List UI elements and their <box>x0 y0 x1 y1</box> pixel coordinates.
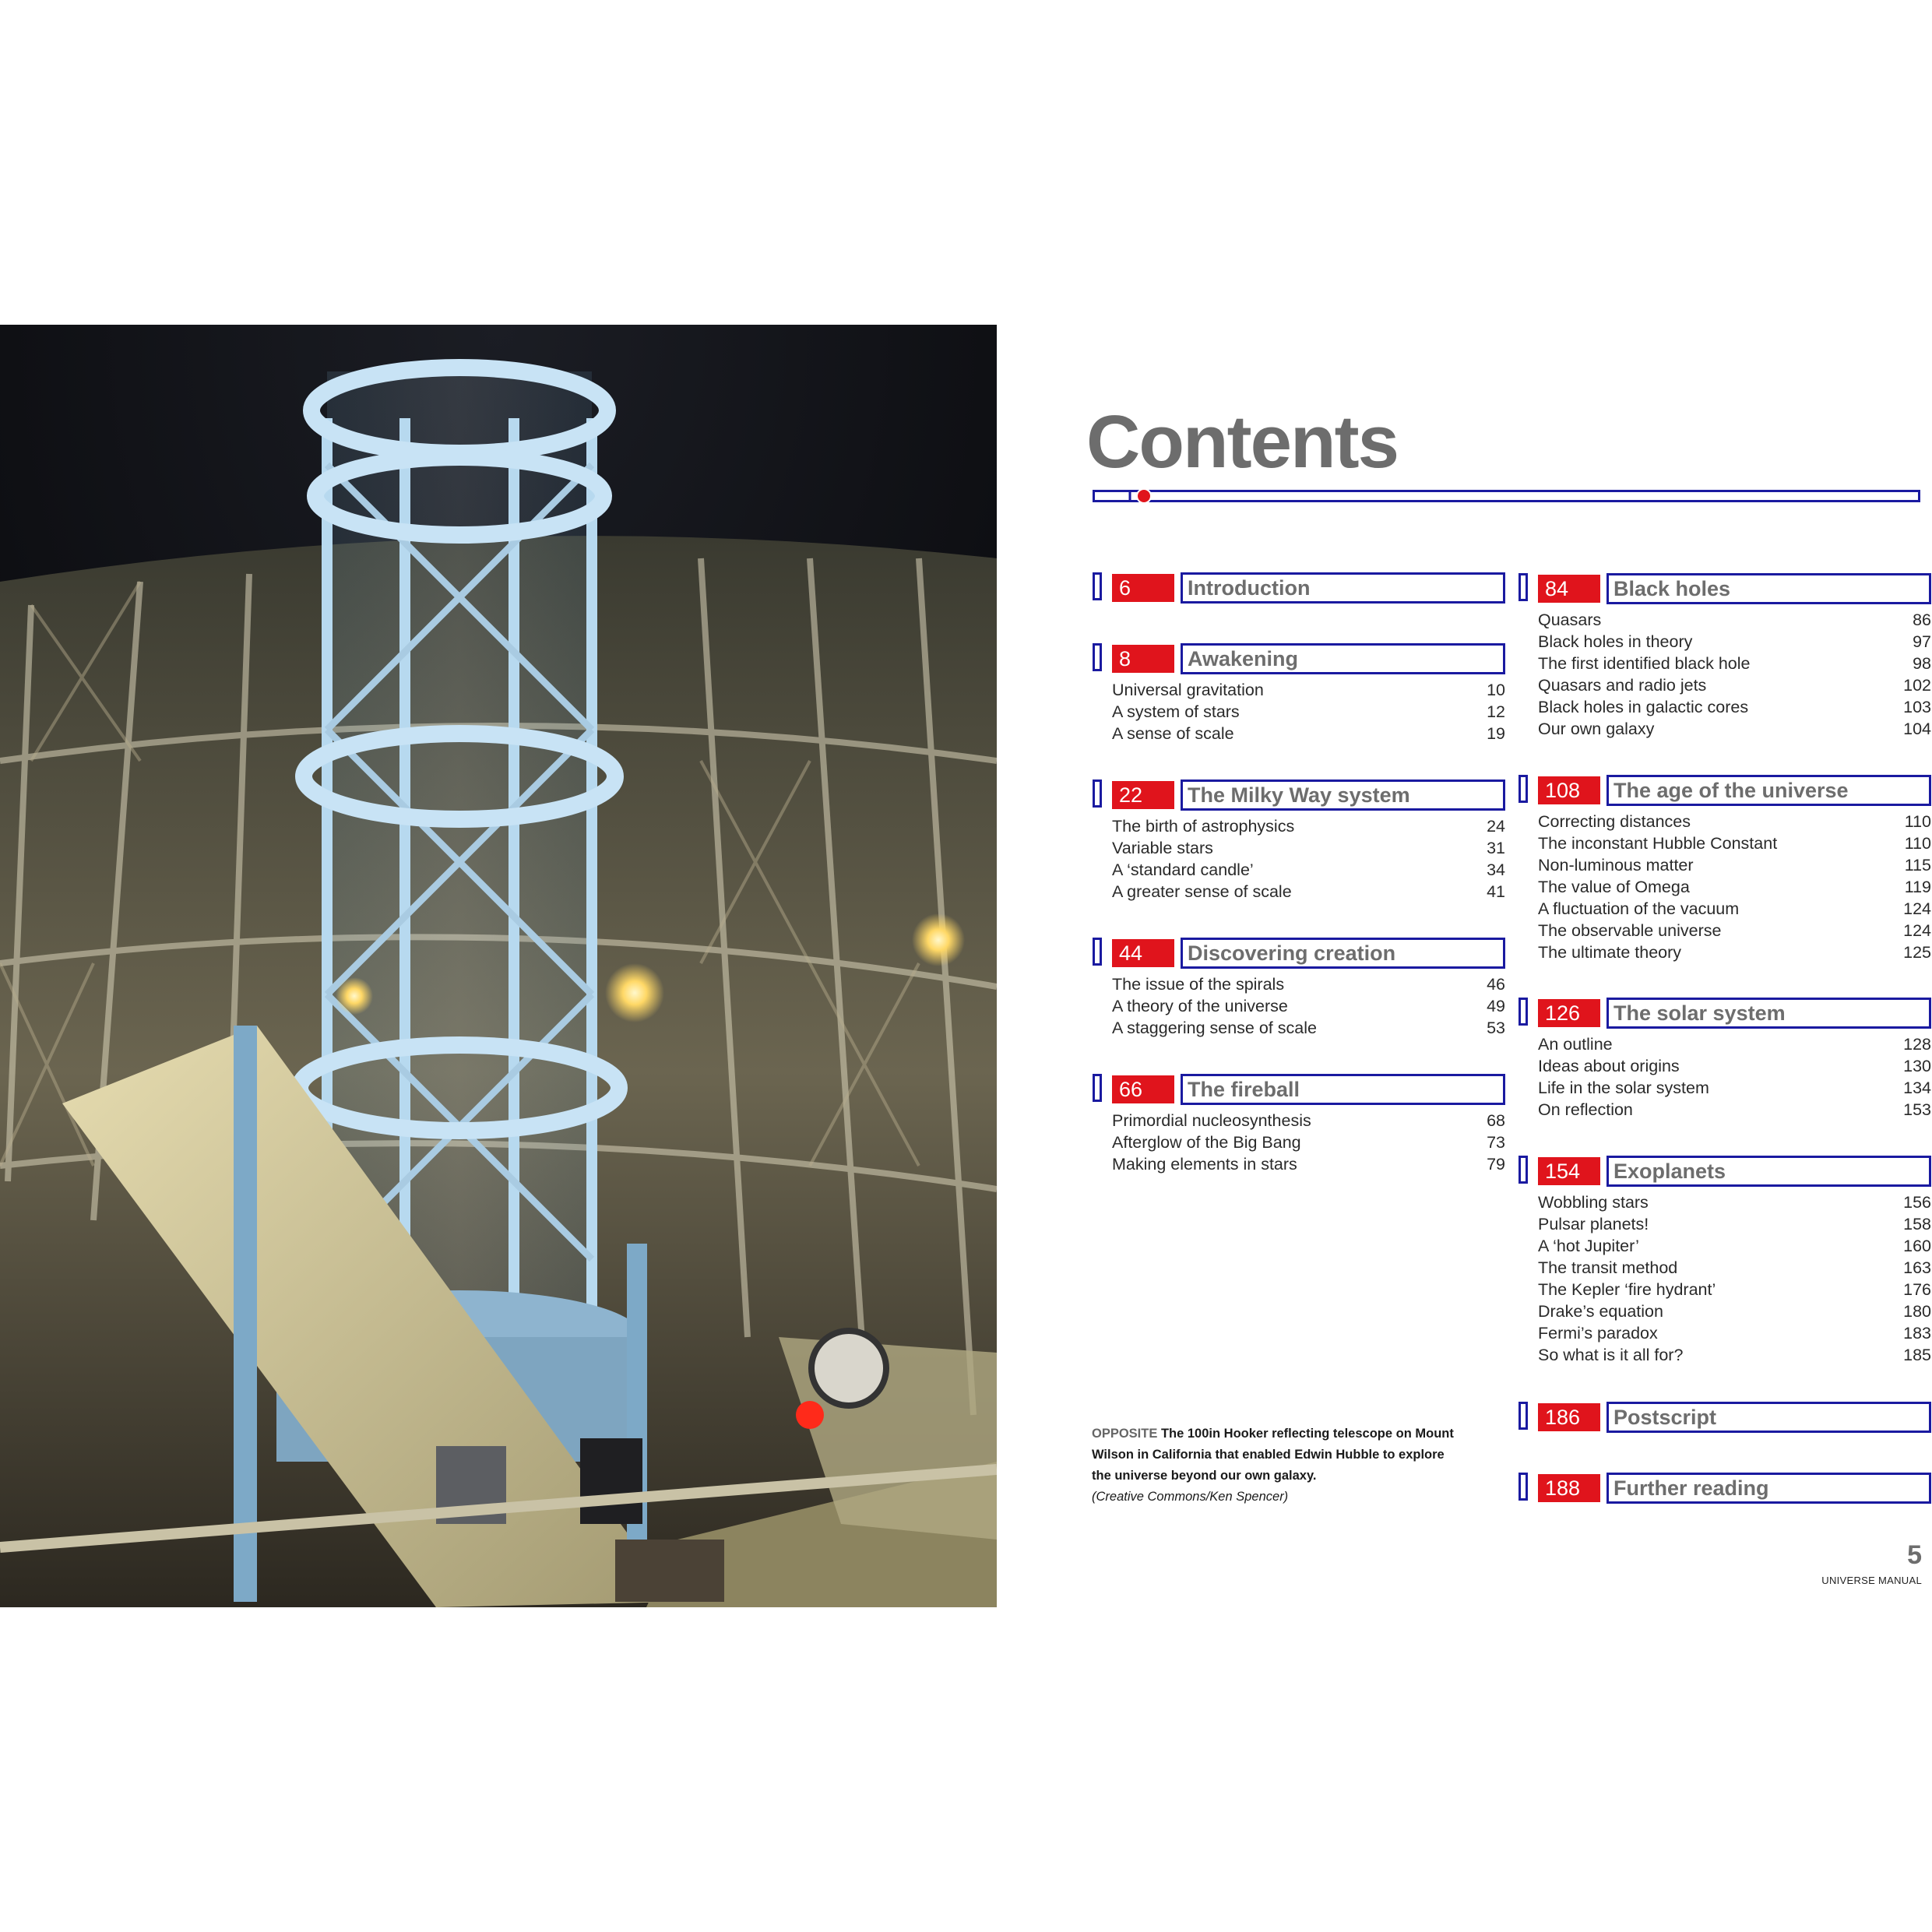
section-title[interactable]: The Milky Way system <box>1181 779 1505 811</box>
entry-page: 53 <box>1487 1019 1505 1037</box>
toc-entry[interactable] <box>1519 1322 1931 1344</box>
toc-entry[interactable] <box>1519 1191 1931 1213</box>
telescope-illustration <box>0 325 997 1607</box>
toc-section <box>1519 775 1931 963</box>
entry-title: A sense of scale <box>1112 724 1234 743</box>
entry-page: 12 <box>1487 702 1505 721</box>
title-rule <box>1093 490 1920 502</box>
entry-title: The birth of astrophysics <box>1112 817 1295 836</box>
toc-entry[interactable] <box>1093 837 1505 859</box>
entry-page: 183 <box>1903 1324 1931 1343</box>
telescope-photo <box>0 325 997 1607</box>
entry-title: Fermi’s paradox <box>1538 1324 1658 1343</box>
section-title[interactable]: The age of the universe <box>1606 775 1931 806</box>
section-page-number[interactable]: 108 <box>1538 776 1600 804</box>
section-tick <box>1519 1156 1528 1184</box>
caption-text: The 100in Hooker reflecting telescope on Mount Wilson in California that enabled Edwin Hubble to explore the universe beyond our own galaxy. <box>1092 1427 1454 1483</box>
entry-title: A staggering sense of scale <box>1112 1019 1317 1037</box>
entry-title: Black holes in galactic cores <box>1538 698 1749 716</box>
toc-entry[interactable] <box>1093 723 1505 744</box>
entry-page: 158 <box>1903 1215 1931 1233</box>
entry-title: The transit method <box>1538 1258 1678 1277</box>
entry-title: A fluctuation of the vacuum <box>1538 899 1740 918</box>
toc-entry[interactable] <box>1519 718 1931 740</box>
section-title[interactable]: Black holes <box>1606 573 1931 604</box>
section-page-number[interactable]: 188 <box>1538 1474 1600 1502</box>
entry-page: 160 <box>1903 1237 1931 1255</box>
toc-entry[interactable] <box>1519 1055 1931 1077</box>
page-title: Contents <box>1086 400 1398 484</box>
entry-page: 97 <box>1913 632 1931 651</box>
entry-title: Wobbling stars <box>1538 1193 1649 1212</box>
section-tick <box>1519 998 1528 1026</box>
entry-title: Life in the solar system <box>1538 1079 1709 1097</box>
entry-title: Ideas about origins <box>1538 1057 1680 1075</box>
entry-title: A ‘standard candle’ <box>1112 860 1254 879</box>
entry-page: 102 <box>1903 676 1931 695</box>
toc-entry[interactable] <box>1519 631 1931 653</box>
entry-page: 10 <box>1487 681 1505 699</box>
entry-page: 110 <box>1904 812 1931 831</box>
toc-entry[interactable] <box>1519 674 1931 696</box>
entry-page: 124 <box>1903 921 1931 940</box>
entry-title: The observable universe <box>1538 921 1722 940</box>
entry-page: 49 <box>1487 997 1505 1015</box>
entry-title: The value of Omega <box>1538 878 1690 896</box>
section-tick <box>1519 775 1528 803</box>
entry-title: Quasars <box>1538 611 1602 629</box>
toc-entry[interactable] <box>1093 1131 1505 1153</box>
section-page-number[interactable]: 186 <box>1538 1403 1600 1431</box>
toc-entry[interactable] <box>1093 881 1505 903</box>
entry-title: The first identified black hole <box>1538 654 1751 673</box>
entry-title: Drake’s equation <box>1538 1302 1663 1321</box>
entry-title: A system of stars <box>1112 702 1240 721</box>
entry-title: Universal gravitation <box>1112 681 1264 699</box>
entry-title: An outline <box>1538 1035 1613 1054</box>
section-tick <box>1093 938 1102 966</box>
entry-page: 125 <box>1903 943 1931 962</box>
toc-entry[interactable] <box>1519 876 1931 898</box>
toc-entry[interactable] <box>1519 941 1931 963</box>
toc-entry[interactable] <box>1093 701 1505 723</box>
photo-caption <box>1092 1423 1458 1508</box>
section-title[interactable]: Exoplanets <box>1606 1156 1931 1187</box>
entry-title: Correcting distances <box>1538 812 1691 831</box>
entry-page: 103 <box>1903 698 1931 716</box>
entry-page: 180 <box>1903 1302 1931 1321</box>
toc-section <box>1093 1074 1505 1175</box>
toc-entry[interactable] <box>1519 854 1931 876</box>
entry-title: The ultimate theory <box>1538 943 1682 962</box>
section-page-number[interactable]: 84 <box>1538 575 1600 603</box>
toc-entry[interactable] <box>1519 920 1931 941</box>
toc-entry[interactable] <box>1519 696 1931 718</box>
folio <box>1821 1542 1922 1586</box>
entry-title: Making elements in stars <box>1112 1155 1297 1174</box>
toc-section <box>1519 573 1931 740</box>
entry-page: 46 <box>1487 975 1505 994</box>
section-title[interactable]: Postscript <box>1606 1402 1931 1433</box>
section-title[interactable]: The solar system <box>1606 998 1931 1029</box>
section-tick <box>1093 572 1102 600</box>
entry-page: 130 <box>1903 1057 1931 1075</box>
toc-section <box>1519 1156 1931 1366</box>
toc-entry[interactable] <box>1519 1213 1931 1235</box>
section-page-number[interactable]: 154 <box>1538 1157 1600 1185</box>
entry-page: 134 <box>1903 1079 1931 1097</box>
entry-page: 34 <box>1487 860 1505 879</box>
entry-title: Quasars and radio jets <box>1538 676 1707 695</box>
toc-entry[interactable] <box>1519 653 1931 674</box>
toc-entry[interactable] <box>1519 1099 1931 1121</box>
entry-title: Primordial nucleosynthesis <box>1112 1111 1311 1130</box>
toc-entry[interactable] <box>1519 811 1931 832</box>
toc-entry[interactable] <box>1093 1017 1505 1039</box>
entry-page: 110 <box>1904 834 1931 853</box>
entry-page: 79 <box>1487 1155 1505 1174</box>
toc-entry[interactable] <box>1519 1344 1931 1366</box>
toc-section <box>1093 643 1505 744</box>
toc-section <box>1093 938 1505 1039</box>
entry-title: Black holes in theory <box>1538 632 1693 651</box>
entry-page: 73 <box>1487 1133 1505 1152</box>
section-title[interactable]: Awakening <box>1181 643 1505 674</box>
section-tick <box>1519 573 1528 601</box>
section-tick <box>1093 1074 1102 1102</box>
entry-page: 86 <box>1913 611 1931 629</box>
section-page-number[interactable]: 8 <box>1112 645 1174 673</box>
entry-title: On reflection <box>1538 1100 1633 1119</box>
entry-page: 98 <box>1913 654 1931 673</box>
toc-entry[interactable] <box>1519 1033 1931 1055</box>
toc-section <box>1519 1473 1931 1504</box>
section-tick <box>1093 643 1102 671</box>
entry-title: Non-luminous matter <box>1538 856 1694 875</box>
entry-title: The Kepler ‘fire hydrant’ <box>1538 1280 1716 1299</box>
section-title[interactable]: Further reading <box>1606 1473 1931 1504</box>
section-page-number[interactable]: 126 <box>1538 999 1600 1027</box>
entry-title: A theory of the universe <box>1112 997 1288 1015</box>
toc-section <box>1093 779 1505 903</box>
toc-entry[interactable] <box>1519 898 1931 920</box>
section-page-number[interactable]: 44 <box>1112 939 1174 967</box>
toc-entry[interactable] <box>1519 832 1931 854</box>
entry-page: 24 <box>1487 817 1505 836</box>
entry-page: 104 <box>1903 720 1931 738</box>
toc-entry[interactable] <box>1093 973 1505 995</box>
toc-entry[interactable] <box>1093 815 1505 837</box>
toc-entry[interactable] <box>1519 1235 1931 1257</box>
page-number: 5 <box>1907 1540 1922 1570</box>
entry-page: 68 <box>1487 1111 1505 1130</box>
toc-section <box>1519 998 1931 1121</box>
entry-page: 176 <box>1903 1280 1931 1299</box>
section-title[interactable]: Discovering creation <box>1181 938 1505 969</box>
entry-page: 185 <box>1903 1346 1931 1364</box>
section-page-number[interactable]: 6 <box>1112 574 1174 602</box>
book-title: UNIVERSE MANUAL <box>1821 1575 1922 1586</box>
toc-entry[interactable] <box>1093 859 1505 881</box>
entry-page: 115 <box>1904 856 1931 875</box>
entry-page: 41 <box>1487 882 1505 901</box>
toc-section <box>1519 1402 1931 1433</box>
section-tick <box>1519 1473 1528 1501</box>
section-tick <box>1093 779 1102 808</box>
entry-page: 128 <box>1903 1035 1931 1054</box>
entry-page: 31 <box>1487 839 1505 857</box>
section-tick <box>1519 1402 1528 1430</box>
caption-credit: (Creative Commons/Ken Spencer) <box>1092 1490 1289 1504</box>
toc-entry[interactable] <box>1519 1279 1931 1300</box>
entry-title: A ‘hot Jupiter’ <box>1538 1237 1639 1255</box>
entry-page: 19 <box>1487 724 1505 743</box>
caption-lead: OPPOSITE <box>1092 1427 1158 1441</box>
entry-title: Variable stars <box>1112 839 1213 857</box>
entry-title: The issue of the spirals <box>1112 975 1285 994</box>
entry-page: 124 <box>1903 899 1931 918</box>
entry-page: 153 <box>1903 1100 1931 1119</box>
toc-entry[interactable] <box>1519 1300 1931 1322</box>
entry-page: 119 <box>1904 878 1931 896</box>
toc-entry[interactable] <box>1093 995 1505 1017</box>
entry-title: A greater sense of scale <box>1112 882 1292 901</box>
entry-title: So what is it all for? <box>1538 1346 1684 1364</box>
toc-entry[interactable] <box>1519 609 1931 631</box>
toc-section <box>1093 572 1505 604</box>
section-page-number[interactable]: 22 <box>1112 781 1174 809</box>
entry-page: 163 <box>1903 1258 1931 1277</box>
section-page-number[interactable]: 66 <box>1112 1075 1174 1103</box>
entry-title: Pulsar planets! <box>1538 1215 1649 1233</box>
entry-title: Our own galaxy <box>1538 720 1655 738</box>
entry-title: The inconstant Hubble Constant <box>1538 834 1778 853</box>
section-title[interactable]: The fireball <box>1181 1074 1505 1105</box>
entry-title: Afterglow of the Big Bang <box>1112 1133 1301 1152</box>
toc-entry[interactable] <box>1093 1153 1505 1175</box>
toc-entry[interactable] <box>1093 679 1505 701</box>
section-title[interactable]: Introduction <box>1181 572 1505 604</box>
entry-page: 156 <box>1903 1193 1931 1212</box>
toc-entry[interactable] <box>1519 1257 1931 1279</box>
toc-entry[interactable] <box>1093 1110 1505 1131</box>
toc-entry[interactable] <box>1519 1077 1931 1099</box>
